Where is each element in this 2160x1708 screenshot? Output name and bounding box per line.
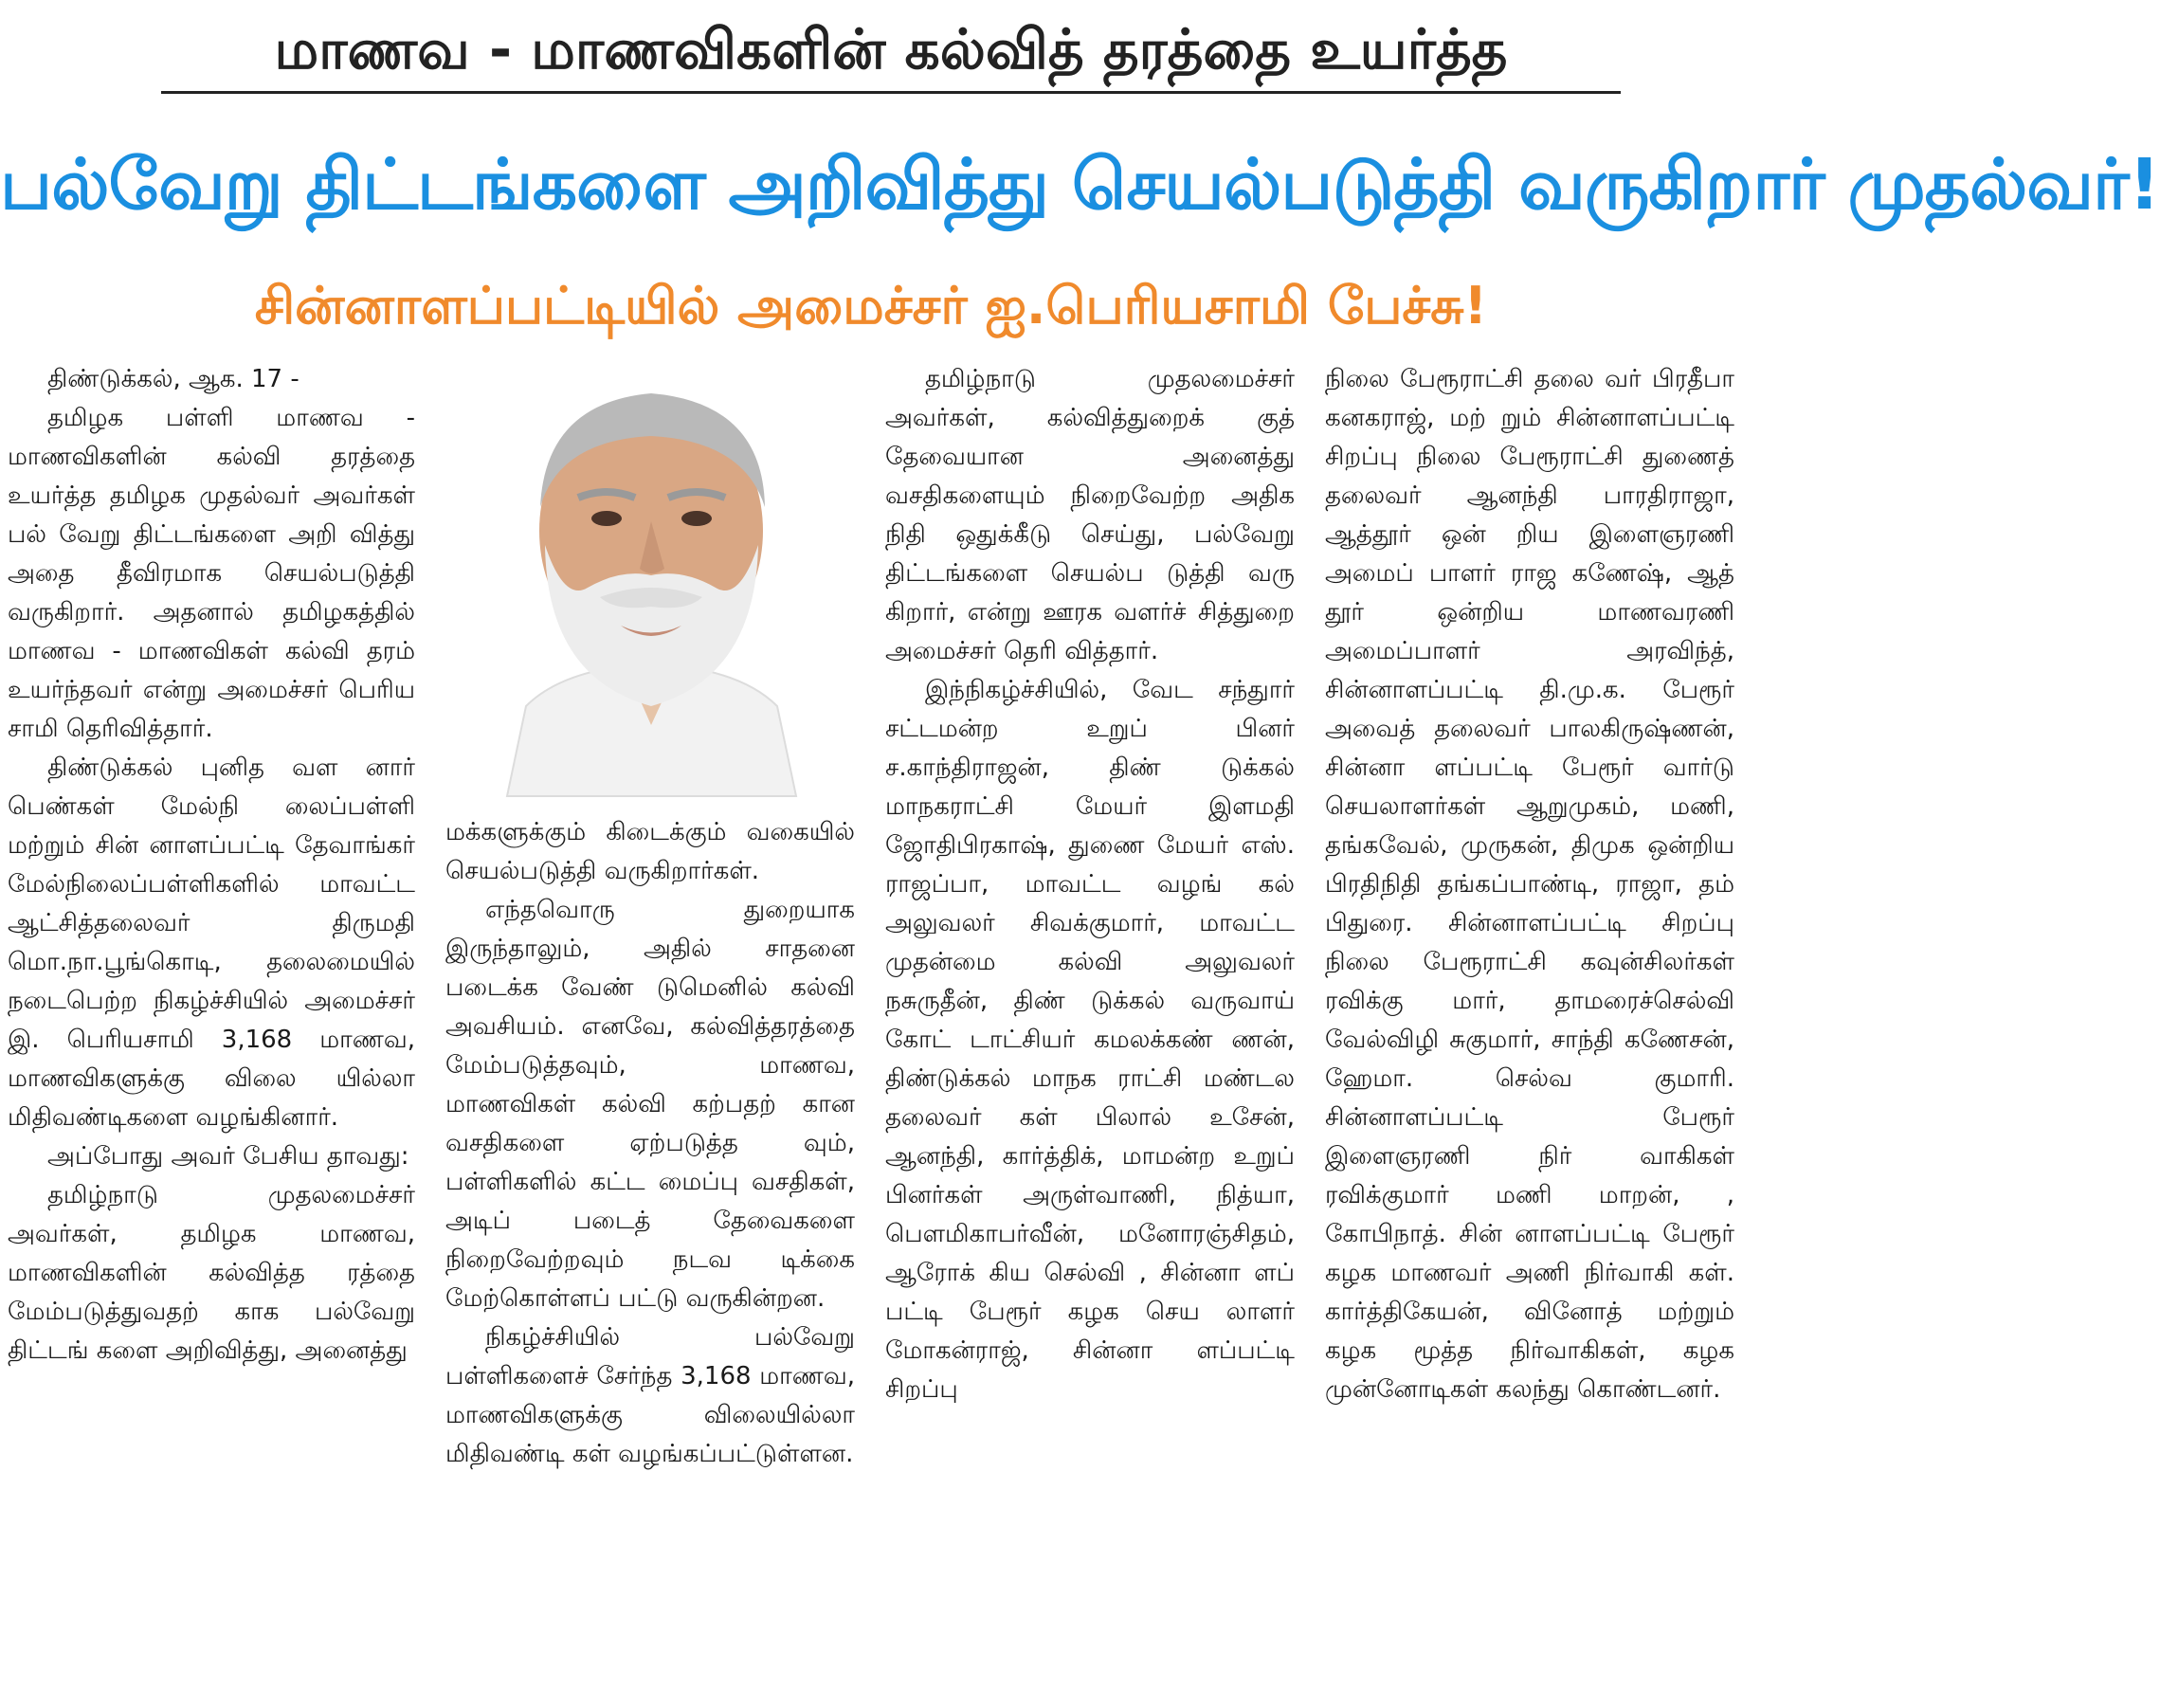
paragraph: நிலை பேரூராட்சி தலை வர் பிரதீபா கனகராஜ், மற் றும் சின்னாளப்பட்டி சிறப்பு நிலை பேரூராட்சி துணைத் தலைவர் ஆனந்தி பாரதிராஜா, ஆத்தூர் ஒன் றிய இளைஞரணி அமைப் பாளர் ராஜ கணேஷ், ஆத் தூர் ஒன்றிய மாணவரணி அமைப்பாளர் அரவிந்த், சின்னாளப்பட்டி தி.மு.க. பேரூர் அவைத் தலைவர் பாலகிருஷ்ணன், சின்னா ளப்பட்டி பேரூர் வார்டு செயலாளர்கள் ஆறுமுகம், மணி, தங்கவேல், முருகன், திமுக ஒன்றிய பிரதிநிதி தங்கப்பாண்டி, ராஜா, தம் பிதுரை. சின்னாளப்பட்டி சிறப்பு நிலை பேரூராட்சி கவுன்சிலர்கள் ரவிக்கு மார், தாமரைச்செல்வி வேல்விழி சுகுமார், சாந்தி கணேசன், ஹேமா. செல்வ குமாரி. சின்னாளப்பட்டி பேரூர் இளைஞரணி நிர் வாகிகள் ரவிக்குமார் மணி மாறன், , கோபிநாத். சின் னாளப்பட்டி பேரூர் கழக மாணவர் அணி நிர்வாகி கள். கார்த்திகேயன், வினோத் மற்றும் கழக மூத்த நிர்வாகிகள், கழக முன்னோடிகள் கலந்து கொண்டனர். [1325, 365, 1734, 1404]
paragraph: இந்நிகழ்ச்சியில், வேட சந்துார் சட்டமன்ற உறுப் பினர் ச.காந்திராஜன், திண் டுக்கல் மாநகராட்சி மேயர் இளமதி ஜோதிபிரகாஷ், துணை மேயர் எஸ். ராஜப்பா, மாவட்ட வழங் கல் அலுவலர் சிவக்குமார், மாவட்ட முதன்மை கல்வி அலுவலர் நசுருதீன், திண் டுக்கல் வருவாய் கோட் டாட்சியர் கமலக்கண் ணன், திண்டுக்கல் மாநக ராட்சி மண்டல தலைவர் கள் பிலால் உசேன், ஆனந்தி, கார்த்திக், மாமன்ற உறுப் பினர்கள் அருள்வாணி, நித்யா, பௌமிகாபர்வீன், மனோரஞ்சிதம், ஆரோக் கிய செல்வி , சின்னா ளப் பட்டி பேரூர் கழக செய லாளர் மோகன்ராஜ், சின்னா ளப்பட்டி சிறப்பு [885, 676, 1295, 1404]
article-column-1 [8, 360, 415, 1699]
dateline: திண்டுக்கல், ஆக. 17 - [47, 365, 299, 393]
paragraph: திண்டுக்கல் புனித வள னார் பெண்கள் மேல்நி லைப்பள்ளி மற்றும் சின் னாளப்பட்டி தேவாங்கர் மேல்நிலைப்பள்ளிகளில் மாவட்ட ஆட்சித்தலைவர் திருமதி மொ.நா.பூங்கொடி, தலைமையில் நடைபெற்ற நிகழ்ச்சியில் அமைச்சர் இ. பெரியசாமி 3,168 மாணவ, மாணவிகளுக்கு விலை யில்லா மிதிவண்டிகளை வழங்கினார். [8, 754, 415, 1132]
subheadline: சின்னாளப்பட்டியில் அமைச்சர் ஐ.பெரியசாமி பேச்சு! [254, 276, 1488, 336]
minister-portrait-photo [488, 365, 815, 796]
paragraph: தமிழ்நாடு முதலமைச்சர் அவர்கள், தமிழக மாணவ, மாணவிகளின் கல்வித்த ரத்தை மேம்படுத்துவதற் காக பல்வேறு திட்டங் களை அறிவித்து, அனைத்து [8, 1181, 415, 1365]
top-headline: மாணவ - மாணவிகளின் கல்வித் தரத்தை உயர்த்த [274, 17, 1508, 82]
paragraph: எந்தவொரு துறையாக இருந்தாலும், அதில் சாதனை படைக்க வேண் டுமெனில் கல்வி அவசியம். எனவே, கல்வித்தரத்தை மேம்படுத்தவும், மாணவ, மாணவிகள் கல்வி கற்பதற் கான வசதிகளை ஏற்படுத்த வும், பள்ளிகளில் கட்ட மைப்பு வசதிகள், அடிப் படைத் தேவைகளை நிறைவேற்றவும் நடவ டிக்கை மேற்கொள்ளப் பட்டு வருகின்றன. [445, 896, 855, 1313]
main-headline: பல்வேறு திட்டங்களை அறிவித்து செயல்படுத்தி வருகிறார் முதல்வர்! [0, 144, 2160, 226]
paragraph: தமிழ்நாடு முதலமைச்சர் அவர்கள், கல்வித்துறைக் குத் தேவையான அனைத்து வசதிகளையும் நிறைவேற்ற அதிக நிதி ஒதுக்கீடு செய்து, பல்வேறு திட்டங்களை செயல்ப டுத்தி வரு கிறார், என்று ஊரக வளர்ச் சித்துறை அமைச்சர் தெரி வித்தார். [885, 365, 1295, 665]
headline-rule [161, 91, 1621, 94]
article-column-3 [885, 360, 1295, 1699]
paragraph: நிகழ்ச்சியில் பல்வேறு பள்ளிகளைச் சேர்ந்த 3,168 மாணவ, மாணவிகளுக்கு விலையில்லா மிதிவண்டி கள் வழங்கப்பட்டுள்ளன. [445, 1323, 855, 1468]
paragraph: தமிழக பள்ளி மாணவ - மாணவிகளின் கல்வி தரத்தை உயர்த்த தமிழக முதல்வர் அவர்கள் பல் வேறு திட்டங்களை அறி வித்து அதை தீவிரமாக செயல்படுத்தி வருகிறார். அதனால் தமிழகத்தில் மாணவ - மாணவிகள் கல்வி தரம் உயர்ந்தவர் என்று அமைச்சர் பெரிய சாமி தெரிவித்தார். [8, 404, 415, 743]
portrait-illustration [488, 365, 815, 796]
paragraph: மக்களுக்கும் கிடைக்கும் வகையில் செயல்படுத்தி வருகிறார்கள். [445, 818, 855, 885]
article-column-2 [445, 813, 855, 1704]
paragraph: அப்போது அவர் பேசிய தாவது: [47, 1142, 409, 1171]
article-column-4 [1325, 360, 1734, 1699]
